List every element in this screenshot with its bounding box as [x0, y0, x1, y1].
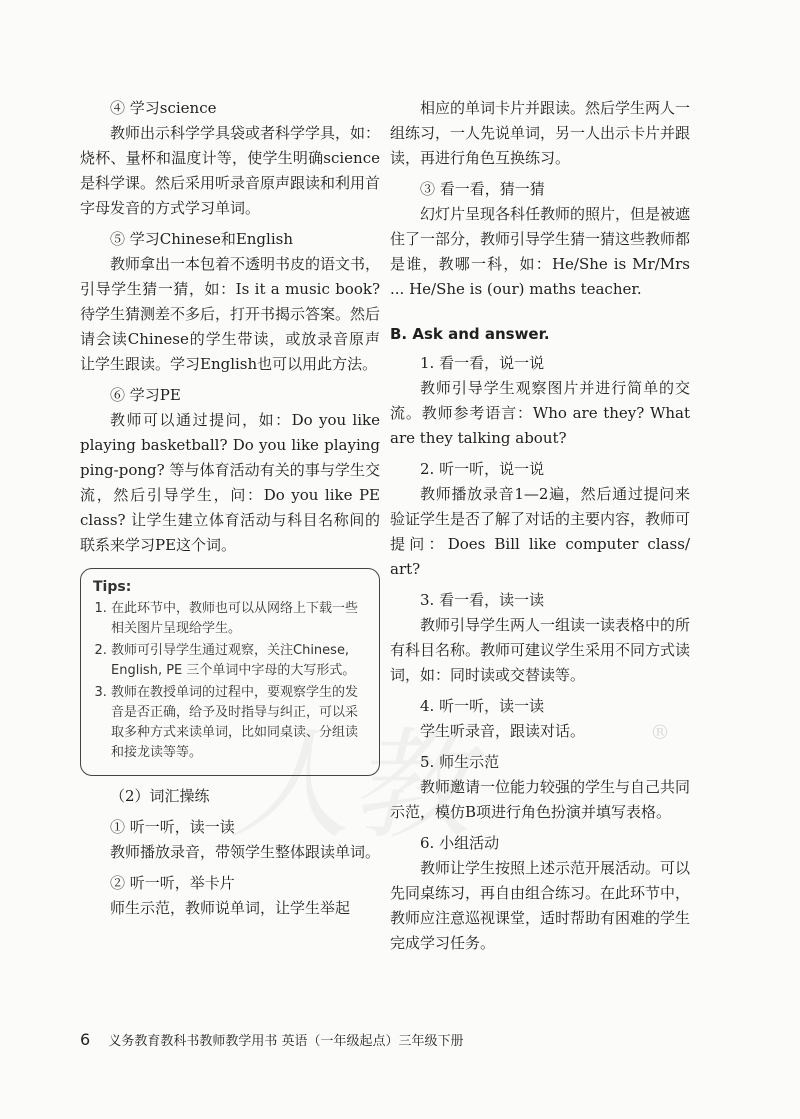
heading-listen-cards: ② 听一听，举卡片: [110, 874, 235, 892]
left-column: [80, 96, 380, 921]
paragraph-listen-cards: 师生示范，教师说单词，让学生举起: [110, 899, 351, 917]
tips-list: [93, 599, 367, 763]
paragraph-science: 教师出示科学学具袋或者科学学具，如：烧杯、量杯和温度计等，使学生明确science是科学课。然后采用听录音原声跟读和利用首字母发音的方式学习单词。: [80, 124, 381, 217]
page-footer: [80, 1030, 720, 1049]
page-number: 6: [80, 1030, 91, 1049]
step-3-text: 教师引导学生两人一组读一读表格中的所有科目名称。教师可建议学生采用不同方式读词，如：同时读或交替读等。: [390, 616, 691, 684]
tip-item: 2. 教师可引导学生通过观察，关注Chinese, English, PE 三个单词中字母的大写形式。: [111, 641, 367, 681]
step-3-heading: 3. 看一看，读一读: [420, 591, 545, 609]
tip-item: 3. 教师在教授单词的过程中，要观察学生的发音是否正确，给予及时指导与纠正，可以采取多种方式来读单词，比如同桌读、分组读和接龙读等等。: [111, 683, 367, 763]
section-title: B. Ask and answer.: [390, 325, 550, 343]
step-4-heading: 4. 听一听，读一读: [420, 697, 545, 715]
heading-chinese-english: ⑤ 学习Chinese和English: [110, 230, 293, 248]
step-2-heading: 2. 听一听，说一说: [420, 460, 545, 478]
step-1-heading: 1. 看一看，说一说: [420, 354, 545, 372]
heading-vocab-practice: （2）词汇操练: [110, 787, 210, 805]
step-5-text: 教师邀请一位能力较强的学生与自己共同示范，模仿B项进行角色扮演并填写表格。: [390, 778, 691, 821]
step-6-heading: 6. 小组活动: [420, 834, 500, 852]
tips-title: Tips:: [93, 579, 132, 595]
paragraph-listen-read: 教师播放录音，带领学生整体跟读单词。: [110, 843, 381, 861]
paragraph-look-guess: 幻灯片呈现各科任教师的照片，但是被遮住了一部分，教师引导学生猜一猜这些教师都是谁，教哪一科，如：He/She is Mr/Mrs ... He/She is (our) maths teacher.: [390, 205, 691, 298]
right-column: [390, 96, 690, 956]
book-title: 义务教育教科书教师教学用书 英语（一年级起点）三年级下册: [108, 1034, 464, 1049]
paragraph-pe: 教师可以通过提问，如：Do you like playing basketball? Do you like playing ping-pong? 等与体育活动有关的事与学生交流，然后引导学生，问：Do you like PE class? 让学生建立体育活动与科目名称间的联系来学习PE这个词。: [80, 411, 380, 554]
paragraph-cards-continued: 相应的单词卡片并跟读。然后学生两人一组练习，一人先说单词，另一人出示卡片并跟读，再进行角色互换练习。: [390, 99, 691, 167]
registered-mark: ®: [650, 720, 670, 744]
step-2-text: 教师播放录音1—2遍，然后通过提问来验证学生是否了解了对话的主要内容，教师可提问：Does Bill like computer class/ art?: [390, 485, 691, 578]
heading-look-guess: ③ 看一看，猜一猜: [420, 180, 545, 198]
tip-item: 1. 在此环节中，教师也可以从网络上下载一些相关图片呈现给学生。: [111, 599, 367, 639]
step-1-text: 教师引导学生观察图片并进行简单的交流。教师参考语言：Who are they? What are they talking about?: [390, 379, 690, 447]
heading-pe: ⑥ 学习PE: [110, 386, 181, 404]
tips-box: [80, 568, 380, 776]
step-4-text: 学生听录音，跟读对话。: [420, 722, 586, 740]
step-6-text: 教师让学生按照上述示范开展活动。可以先同桌练习，再自由组合练习。在此环节中，教师应注意巡视课堂，适时帮助有困难的学生完成学习任务。: [390, 859, 691, 952]
paragraph-chinese-english: 教师拿出一本包着不透明书皮的语文书，引导学生猜一猜，如：Is it a music book? 待学生猜测差不多后，打开书揭示答案。然后请会读Chinese的学生带读，或放录音原声让学生跟读。学习English也可以用此方法。: [80, 255, 381, 373]
heading-listen-read: ① 听一听，读一读: [110, 818, 235, 836]
step-5-heading: 5. 师生示范: [420, 753, 500, 771]
heading-science: ④ 学习science: [110, 99, 217, 117]
